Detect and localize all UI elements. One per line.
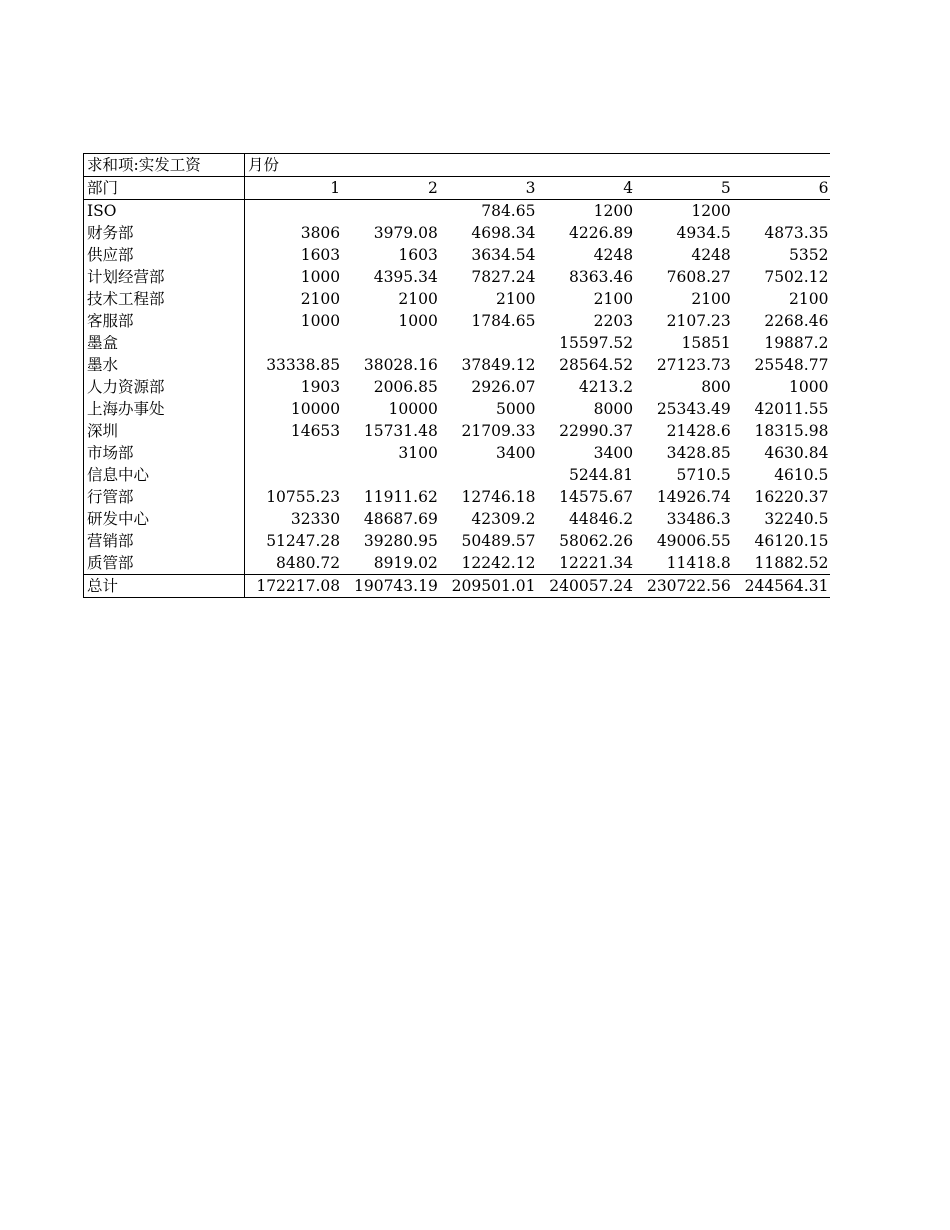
value-cell[interactable]: 3428.85 [666,444,731,462]
grand-total-label[interactable]: 总计 [84,575,245,598]
value-cell[interactable]: 3634.54 [471,246,536,264]
value-cell[interactable]: 39280.95 [363,532,438,550]
value-cell[interactable]: 14653 [245,420,343,442]
pivot-header-row [84,154,831,177]
table-row [84,354,831,376]
table-row [84,508,831,530]
value-cell[interactable]: 7608.27 [666,268,731,286]
month-header-cell[interactable]: 5 [635,177,733,200]
value-cell[interactable]: 4610.5 [774,466,829,484]
value-cell[interactable]: 21709.33 [461,422,536,440]
table-row [84,398,831,420]
value-cell[interactable]: 51247.28 [245,530,343,552]
value-cell[interactable]: 21428.6 [666,422,731,440]
value-cell[interactable]: 4213.2 [578,378,634,396]
table-row [84,464,831,486]
value-cell[interactable]: 8480.72 [245,552,343,575]
value-cell[interactable] [245,442,343,464]
department-cell[interactable]: 财务部 [84,222,245,244]
department-cell[interactable]: 市场部 [84,442,245,464]
value-cell[interactable]: 58062.26 [559,532,634,550]
table-row [84,200,831,223]
value-cell[interactable]: 3979.08 [373,224,438,242]
value-cell[interactable] [342,332,440,354]
value-cell[interactable]: 2107.23 [666,312,731,330]
value-cell[interactable]: 2100 [593,290,634,308]
department-cell[interactable]: 墨盒 [84,332,245,354]
header-blank-cell [635,154,733,177]
table-row [84,530,831,552]
department-cell[interactable]: 技术工程部 [84,288,245,310]
value-cell[interactable] [342,464,440,486]
value-cell[interactable]: 28564.52 [559,356,634,374]
value-cell[interactable]: 2100 [245,288,343,310]
value-cell[interactable]: 12221.34 [559,554,634,572]
month-header-cell[interactable]: 2 [342,177,440,200]
table-row [84,288,831,310]
value-cell[interactable] [440,332,538,354]
value-cell[interactable]: 14926.74 [656,488,731,506]
value-cell[interactable]: 4226.89 [569,224,634,242]
value-cell[interactable]: 1200 [691,202,731,220]
table-row [84,552,831,575]
value-cell[interactable]: 46120.15 [754,532,829,550]
value-cell[interactable]: 15597.52 [559,334,634,352]
value-cell[interactable]: 22990.37 [559,422,634,440]
department-cell[interactable]: 墨水 [84,354,245,376]
value-cell[interactable]: 42011.55 [754,400,829,418]
value-cell[interactable]: 19887.2 [764,334,829,352]
grand-total-cell[interactable]: 244564.31 [733,575,831,598]
header-blank-cell [440,154,538,177]
value-cell[interactable]: 4248 [593,246,634,264]
table-row [84,332,831,354]
value-cell[interactable]: 12242.12 [461,554,536,572]
value-cell[interactable]: 4698.34 [471,224,536,242]
value-cell[interactable]: 4395.34 [373,268,438,286]
pivot-table-sheet [83,153,830,598]
value-cell[interactable] [440,464,538,486]
table-row [84,376,831,398]
value-cell[interactable]: 3100 [398,444,438,462]
value-cell[interactable]: 4630.84 [764,444,829,462]
department-cell[interactable]: 客服部 [84,310,245,332]
table-row [84,442,831,464]
value-cell[interactable]: 12746.18 [461,488,536,506]
value-cell[interactable]: 2100 [691,290,731,308]
department-cell[interactable]: 营销部 [84,530,245,552]
month-header-cell[interactable]: 4 [537,177,635,200]
value-cell[interactable]: 784.65 [481,202,536,220]
value-cell[interactable]: 7502.12 [764,268,829,286]
table-row [84,222,831,244]
department-cell[interactable]: 人力资源部 [84,376,245,398]
value-cell[interactable]: 1000 [245,310,343,332]
value-cell[interactable]: 7827.24 [471,268,536,286]
value-cell[interactable] [733,200,831,223]
value-cell[interactable]: 3400 [593,444,634,462]
value-cell[interactable]: 49006.55 [656,532,731,550]
value-cell[interactable]: 32240.5 [764,510,829,528]
value-cell[interactable]: 10000 [388,400,438,418]
value-cell[interactable]: 37849.12 [461,356,536,374]
value-cell[interactable]: 8363.46 [569,268,634,286]
department-cell[interactable]: 行管部 [84,486,245,508]
value-cell[interactable]: 4248 [691,246,731,264]
value-cell[interactable]: 2926.07 [471,378,536,396]
value-cell[interactable]: 44846.2 [569,510,634,528]
row-field-label[interactable]: 部门 [84,177,245,200]
value-cell[interactable] [245,200,343,223]
value-cell[interactable]: 11911.62 [363,488,438,506]
value-cell[interactable]: 25343.49 [656,400,731,418]
value-cell[interactable]: 50489.57 [461,532,536,550]
month-header-cell[interactable]: 3 [440,177,538,200]
grand-total-cell[interactable]: 230722.56 [635,575,733,598]
value-cell[interactable]: 33486.3 [666,510,731,528]
header-blank-cell [342,154,440,177]
header-blank-cell [733,154,831,177]
grand-total-cell[interactable]: 190743.19 [342,575,440,598]
value-cell[interactable] [342,200,440,223]
header-blank-cell [537,154,635,177]
value-cell[interactable]: 27123.73 [656,356,731,374]
value-cell[interactable]: 10000 [245,398,343,420]
table-row [84,244,831,266]
value-cell[interactable]: 8919.02 [373,554,438,572]
table-row [84,420,831,442]
value-cell[interactable]: 14575.67 [559,488,634,506]
value-cell[interactable]: 2100 [398,290,438,308]
value-cell[interactable]: 2268.46 [764,312,829,330]
department-cell[interactable]: 研发中心 [84,508,245,530]
department-cell[interactable]: 深圳 [84,420,245,442]
value-cell[interactable]: 800 [701,378,731,396]
value-cell[interactable]: 11882.52 [754,554,829,572]
value-cell[interactable]: 1603 [245,244,343,266]
grand-total-cell[interactable]: 172217.08 [245,575,343,598]
department-cell[interactable]: ISO [84,200,245,223]
value-cell[interactable]: 1000 [788,378,829,396]
value-cell[interactable]: 1200 [593,202,634,220]
value-cell[interactable]: 15851 [681,334,731,352]
value-cell[interactable]: 1000 [398,312,438,330]
value-cell[interactable]: 5000 [496,400,536,418]
department-cell[interactable]: 上海办事处 [84,398,245,420]
grand-total-row [84,575,831,598]
department-cell[interactable]: 计划经营部 [84,266,245,288]
value-cell[interactable]: 4873.35 [764,224,829,242]
department-cell[interactable]: 信息中心 [84,464,245,486]
table-row [84,486,831,508]
value-cell[interactable]: 1903 [245,376,343,398]
value-cell[interactable]: 25548.77 [754,356,829,374]
value-cell[interactable]: 33338.85 [245,354,343,376]
month-header-cell[interactable]: 1 [245,177,343,200]
month-header-row [84,177,831,200]
department-cell[interactable]: 供应部 [84,244,245,266]
grand-total-cell[interactable]: 209501.01 [440,575,538,598]
pivot-table [83,153,830,598]
value-cell[interactable] [245,332,343,354]
value-cell[interactable]: 2203 [593,312,634,330]
value-cell[interactable]: 1603 [398,246,438,264]
value-cell[interactable]: 32330 [245,508,343,530]
value-cell[interactable]: 5352 [788,246,829,264]
value-cell[interactable]: 2006.85 [373,378,438,396]
value-cell[interactable]: 42309.2 [471,510,536,528]
value-cell[interactable]: 11418.8 [666,554,731,572]
value-cell[interactable]: 1784.65 [471,312,536,330]
value-cell[interactable]: 48687.69 [363,510,438,528]
value-cell[interactable]: 10755.23 [245,486,343,508]
data-field-label[interactable]: 求和项:实发工资 [84,154,245,177]
value-cell[interactable]: 8000 [593,400,634,418]
value-cell[interactable]: 15731.48 [363,422,438,440]
value-cell[interactable]: 3400 [496,444,536,462]
value-cell[interactable]: 1000 [245,266,343,288]
value-cell[interactable]: 2100 [496,290,536,308]
value-cell[interactable]: 5710.5 [676,466,731,484]
value-cell[interactable]: 38028.16 [363,356,438,374]
table-row [84,310,831,332]
grand-total-cell[interactable]: 240057.24 [537,575,635,598]
value-cell[interactable]: 16220.37 [754,488,829,506]
value-cell[interactable]: 3806 [245,222,343,244]
value-cell[interactable]: 5244.81 [569,466,634,484]
value-cell[interactable]: 2100 [788,290,829,308]
month-header-cell[interactable]: 6 [733,177,831,200]
value-cell[interactable]: 18315.98 [754,422,829,440]
value-cell[interactable] [245,464,343,486]
value-cell[interactable]: 4934.5 [676,224,731,242]
table-row [84,266,831,288]
department-cell[interactable]: 质管部 [84,552,245,575]
column-field-label[interactable]: 月份 [245,154,343,177]
